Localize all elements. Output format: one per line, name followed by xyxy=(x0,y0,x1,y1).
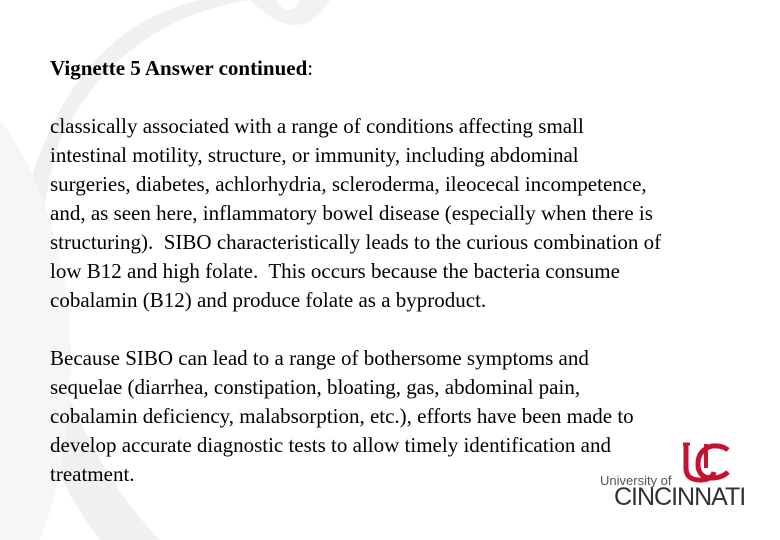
logo-line-1: University of xyxy=(600,473,672,488)
paragraph-2 xyxy=(50,344,661,489)
slide-body xyxy=(50,54,661,489)
background-swoosh xyxy=(250,0,330,25)
logo-line-2: CINCINNATI xyxy=(614,483,746,511)
text-line: develop accurate diagnostic tests to allow timely identification and xyxy=(50,433,611,457)
text-line: sequelae (diarrhea, constipation, bloating, gas, abdominal pain, xyxy=(50,375,581,399)
uc-monogram-icon xyxy=(682,442,732,484)
text-line: cobalamin deficiency, malabsorption, etc.), efforts have been made to xyxy=(50,404,634,428)
slide-title xyxy=(50,54,661,83)
university-of-cincinnati-logo xyxy=(598,440,748,512)
text-line: and, as seen here, inflammatory bowel disease (especially when there is xyxy=(50,201,653,225)
text-line: surgeries, diabetes, achlorhydria, scleroderma, ileocecal incompetence, xyxy=(50,172,647,196)
text-line: classically associated with a range of conditions affecting small xyxy=(50,114,584,138)
text-line: structuring). SIBO characteristically leads to the curious combination of xyxy=(50,230,662,254)
title-suffix: : xyxy=(307,56,314,80)
paragraph-1 xyxy=(50,112,661,315)
text-line: low B12 and high folate. This occurs because the bacteria consume xyxy=(50,259,620,283)
text-line: cobalamin (B12) and produce folate as a byproduct. xyxy=(50,288,487,312)
title-text: Vignette 5 Answer continued xyxy=(50,56,308,80)
text-line: treatment. xyxy=(50,462,135,486)
text-line: Because SIBO can lead to a range of bothersome symptoms and xyxy=(50,346,589,370)
text-line: intestinal motility, structure, or immunity, including abdominal xyxy=(50,143,579,167)
